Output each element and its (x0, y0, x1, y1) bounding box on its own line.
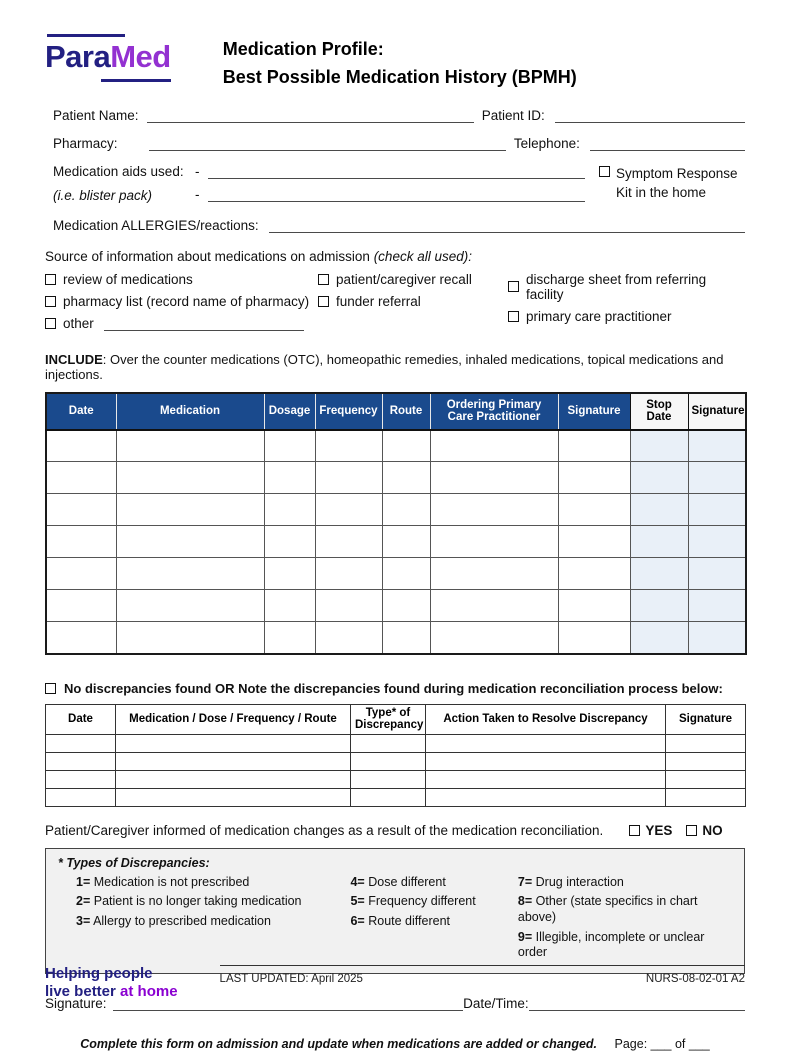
cell-disc-date[interactable] (46, 788, 116, 806)
patient-id-field[interactable] (555, 108, 745, 123)
cell-signature[interactable] (558, 430, 630, 462)
informed-no-option[interactable] (686, 823, 722, 838)
type-text: Drug interaction (535, 874, 624, 889)
symptom-kit-checkbox[interactable] (599, 166, 610, 177)
type-text: Other (state specifics in chart above) (517, 894, 698, 925)
cell-disc-date[interactable] (46, 734, 116, 752)
cell-stop-signature[interactable] (688, 622, 746, 654)
column-header-disc-action: Action Taken to Resolve Discrepancy (426, 704, 666, 734)
checkbox-review-of-medications[interactable] (45, 274, 56, 285)
cell-medication[interactable] (116, 558, 264, 590)
logo-text (45, 40, 171, 74)
medication-table (45, 392, 747, 655)
type-item-4 (350, 875, 517, 891)
cell-stop-date[interactable] (630, 462, 688, 494)
medication-aid-field-2[interactable] (208, 187, 586, 202)
type-num: 2= (76, 894, 91, 909)
source-option-review[interactable] (45, 272, 318, 287)
page-footer (45, 965, 745, 1003)
column-header-stop-date: Stop Date (630, 393, 688, 430)
type-text: Illegible, incomplete or unclear order (517, 929, 705, 960)
source-option-caregiver-recall[interactable] (318, 272, 508, 287)
pharmacy-label: Pharmacy: (53, 135, 118, 151)
discrepancy-row (46, 752, 746, 770)
pharmacy-row (45, 136, 745, 151)
cell-signature[interactable] (558, 558, 630, 590)
cell-dosage[interactable] (264, 462, 315, 494)
cell-dosage[interactable] (264, 558, 315, 590)
medication-aids-lines (195, 164, 585, 208)
yes-checkbox[interactable] (629, 825, 640, 836)
cell-disc-type[interactable] (351, 770, 426, 788)
symptom-kit-line2: Kit in the home (616, 185, 707, 201)
column-header-date: Date (46, 393, 116, 430)
sources-section (45, 249, 745, 338)
cell-frequency[interactable] (315, 590, 382, 622)
patient-name-field[interactable] (147, 108, 474, 123)
cell-medication[interactable] (116, 430, 264, 462)
cell-stop-signature[interactable] (688, 526, 746, 558)
logo-med: Med (110, 39, 171, 74)
medication-row (46, 558, 746, 590)
cell-route[interactable] (382, 526, 430, 558)
medication-aid-line-1 (195, 164, 585, 179)
tagline (45, 965, 178, 1003)
sources-heading-italic: (check all used): (373, 248, 472, 264)
type-text: Medication is not prescribed (93, 874, 250, 889)
cell-medication[interactable] (116, 462, 264, 494)
column-header-medication: Medication (116, 393, 264, 430)
cell-disc-action[interactable] (426, 788, 666, 806)
type-item-2 (76, 894, 350, 910)
cell-practitioner[interactable] (430, 622, 558, 654)
sources-column-3 (508, 272, 745, 338)
cell-disc-medication[interactable] (116, 752, 351, 770)
cell-disc-medication[interactable] (116, 788, 351, 806)
logo-rule-top (47, 34, 125, 37)
medication-row (46, 526, 746, 558)
tagline-line2-navy: live better (45, 983, 121, 1001)
medication-aid-line-2 (195, 187, 585, 202)
completion-note-text: Complete this form on admission and update when medications are added or changed. (80, 1036, 598, 1051)
discrepancy-types-heading: * Types of Discrepancies: (58, 855, 210, 870)
cell-date[interactable] (46, 622, 116, 654)
column-header-disc-date: Date (46, 704, 116, 734)
type-item-6 (350, 914, 517, 930)
cell-frequency[interactable] (315, 462, 382, 494)
cell-date[interactable] (46, 526, 116, 558)
checkbox-caregiver-recall[interactable] (318, 274, 329, 285)
paramed-logo (45, 32, 171, 84)
sources-heading-text: Source of information about medications on admission (45, 248, 374, 264)
source-label: funder referral (336, 293, 421, 309)
sources-column-1 (45, 272, 318, 338)
checkbox-other[interactable] (45, 318, 56, 329)
cell-disc-type[interactable] (351, 752, 426, 770)
no-discrepancies-row (45, 681, 745, 696)
cell-disc-medication[interactable] (116, 734, 351, 752)
cell-frequency[interactable] (315, 526, 382, 558)
cell-route[interactable] (382, 590, 430, 622)
type-item-9 (518, 930, 732, 961)
type-text: Frequency different (368, 894, 476, 909)
source-label: review of medications (63, 271, 193, 287)
type-num: 4= (350, 874, 365, 889)
cell-route[interactable] (382, 462, 430, 494)
cell-disc-type[interactable] (351, 734, 426, 752)
source-label: discharge sheet from referring facility (526, 271, 707, 302)
symptom-kit-block (599, 164, 738, 208)
cell-date[interactable] (46, 494, 116, 526)
source-option-pharmacy-list[interactable] (45, 294, 318, 309)
source-label: patient/caregiver recall (336, 271, 472, 287)
cell-medication[interactable] (116, 590, 264, 622)
medication-aids-block (45, 164, 745, 208)
title-line-1: Medication Profile: (222, 39, 384, 59)
footer-meta (220, 965, 745, 985)
medication-row (46, 462, 746, 494)
type-text: Allergy to prescribed medication (93, 914, 271, 929)
cell-stop-signature[interactable] (688, 462, 746, 494)
medication-aids-label: Medication aids used: (53, 163, 184, 179)
cell-disc-action[interactable] (426, 734, 666, 752)
cell-frequency[interactable] (315, 622, 382, 654)
cell-dosage[interactable] (264, 622, 315, 654)
cell-route[interactable] (382, 558, 430, 590)
type-num: 6= (350, 914, 365, 929)
cell-stop-signature[interactable] (688, 590, 746, 622)
page-title (223, 36, 577, 92)
cell-date[interactable] (46, 558, 116, 590)
tagline-line2-purple: at home (120, 983, 178, 1001)
type-item-5 (350, 894, 517, 910)
other-source-field[interactable] (104, 316, 304, 331)
symptom-kit-line1: Symptom Response (616, 165, 738, 181)
signature-label: Signature: (45, 995, 107, 1011)
cell-dosage[interactable] (264, 494, 315, 526)
cell-date[interactable] (46, 590, 116, 622)
sources-grid (45, 272, 745, 338)
source-label: other (63, 315, 94, 331)
column-header-ordering-practitioner: Ordering Primary Care Practitioner (430, 393, 558, 430)
patient-name-row (45, 108, 745, 123)
cell-stop-signature[interactable] (688, 558, 746, 590)
checkbox-primary-care[interactable] (508, 311, 519, 322)
column-header-route: Route (382, 393, 430, 430)
telephone-label: Telephone: (513, 135, 580, 151)
discrepancy-row (46, 734, 746, 752)
cell-signature[interactable] (558, 622, 630, 654)
medication-aid-field-1[interactable] (208, 164, 586, 179)
cell-stop-date[interactable] (630, 622, 688, 654)
column-header-disc-type: Type* of Discrepancy (351, 704, 426, 734)
cell-practitioner[interactable] (430, 462, 558, 494)
type-num: 8= (517, 894, 533, 909)
type-text: Route different (368, 914, 450, 929)
checkbox-pharmacy-list[interactable] (45, 296, 56, 307)
cell-signature[interactable] (558, 462, 630, 494)
type-num: 1= (76, 874, 91, 889)
cell-disc-medication[interactable] (116, 770, 351, 788)
completion-note (45, 1037, 745, 1051)
informed-label: Patient/Caregiver informed of medication changes as a result of the medication reconciliation. (45, 822, 604, 838)
medication-row (46, 622, 746, 654)
no-label: NO (702, 822, 723, 838)
discrepancy-table-body (46, 734, 746, 806)
cell-stop-date[interactable] (630, 526, 688, 558)
types-column-2 (350, 875, 517, 965)
medication-aids-labels (45, 164, 195, 208)
cell-stop-date[interactable] (630, 494, 688, 526)
cell-medication[interactable] (116, 526, 264, 558)
cell-frequency[interactable] (315, 430, 382, 462)
cell-practitioner[interactable] (430, 430, 558, 462)
patient-id-label: Patient ID: (481, 107, 545, 123)
cell-stop-date[interactable] (630, 430, 688, 462)
type-item-3 (76, 914, 350, 930)
cell-stop-date[interactable] (630, 590, 688, 622)
no-checkbox[interactable] (686, 825, 697, 836)
symptom-kit-label (616, 164, 738, 208)
source-option-other[interactable] (45, 316, 318, 331)
tagline-line-1: Helping people (45, 964, 153, 982)
type-num: 3= (76, 914, 91, 929)
cell-disc-action[interactable] (426, 752, 666, 770)
type-item-8 (518, 894, 732, 925)
source-option-funder-referral[interactable] (318, 294, 508, 309)
type-num: 7= (517, 874, 533, 889)
discrepancy-header-row (46, 704, 746, 734)
logo-rule-bottom (101, 79, 171, 82)
cell-disc-signature[interactable] (666, 734, 746, 752)
discrepancy-types-box (45, 848, 745, 974)
cell-date[interactable] (46, 430, 116, 462)
tagline-line-2 (45, 983, 178, 1002)
type-item-7 (518, 875, 732, 891)
sources-column-2 (318, 272, 508, 338)
yes-label: YES (645, 822, 673, 838)
source-label: pharmacy list (record name of pharmacy) (63, 293, 310, 309)
cell-disc-signature[interactable] (666, 770, 746, 788)
dash-bullet: - (195, 163, 200, 179)
cell-practitioner[interactable] (430, 526, 558, 558)
types-column-3 (518, 875, 732, 965)
column-header-disc-medication: Medication / Dose / Frequency / Route (116, 704, 351, 734)
cell-signature[interactable] (558, 526, 630, 558)
cell-stop-signature[interactable] (688, 430, 746, 462)
column-header-signature: Signature (558, 393, 630, 430)
cell-medication[interactable] (116, 622, 264, 654)
medication-table-header-row (46, 393, 746, 430)
cell-disc-date[interactable] (46, 770, 116, 788)
medication-aids-sublabel: (i.e. blister pack) (53, 187, 153, 203)
cell-dosage[interactable] (264, 590, 315, 622)
cell-disc-type[interactable] (351, 788, 426, 806)
cell-route[interactable] (382, 430, 430, 462)
logo-para: Para (45, 39, 111, 74)
cell-disc-signature[interactable] (666, 788, 746, 806)
medication-row (46, 590, 746, 622)
telephone-field[interactable] (590, 136, 745, 151)
cell-disc-signature[interactable] (666, 752, 746, 770)
cell-disc-action[interactable] (426, 770, 666, 788)
discrepancy-row (46, 788, 746, 806)
column-header-frequency: Frequency (315, 393, 382, 430)
allergies-field[interactable] (269, 218, 745, 233)
sources-heading (45, 249, 745, 264)
allergies-row (45, 218, 745, 233)
no-discrepancies-checkbox[interactable] (45, 683, 56, 694)
cell-practitioner[interactable] (430, 590, 558, 622)
cell-route[interactable] (382, 494, 430, 526)
cell-practitioner[interactable] (430, 494, 558, 526)
include-note (45, 352, 745, 382)
checkbox-funder-referral[interactable] (318, 296, 329, 307)
type-text: Patient is no longer taking medication (93, 894, 302, 909)
cell-stop-date[interactable] (630, 558, 688, 590)
column-header-dosage: Dosage (264, 393, 315, 430)
cell-dosage[interactable] (264, 430, 315, 462)
informed-row (45, 823, 745, 838)
document-code: NURS-08-02-01 A2 (645, 972, 745, 985)
no-discrepancies-label: No discrepancies found OR Note the discrepancies found during medication reconciliation process below: (64, 680, 723, 696)
column-header-disc-signature: Signature (666, 704, 746, 734)
pharmacy-field[interactable] (149, 136, 506, 151)
cell-frequency[interactable] (315, 558, 382, 590)
type-item-1 (76, 875, 350, 891)
source-option-primary-care[interactable] (508, 309, 745, 324)
informed-yes-option[interactable] (629, 823, 672, 838)
discrepancy-types-grid (58, 875, 732, 965)
cell-medication[interactable] (116, 494, 264, 526)
dash-bullet: - (195, 186, 200, 202)
cell-route[interactable] (382, 622, 430, 654)
cell-practitioner[interactable] (430, 558, 558, 590)
cell-signature[interactable] (558, 590, 630, 622)
source-option-discharge-sheet[interactable] (508, 272, 745, 302)
include-note-rest: : Over the counter medications (OTC), homeopathic remedies, inhaled medications, topical medications and injections. (45, 351, 724, 382)
cell-frequency[interactable] (315, 494, 382, 526)
page-count-label: Page: ___ of ___ (614, 1036, 710, 1051)
cell-date[interactable] (46, 462, 116, 494)
include-note-bold: INCLUDE (45, 351, 103, 367)
source-label: primary care practitioner (526, 308, 672, 324)
discrepancy-table (45, 704, 746, 807)
last-updated-label: LAST UPDATED: April 2025 (219, 972, 363, 985)
checkbox-discharge-sheet[interactable] (508, 281, 519, 292)
cell-signature[interactable] (558, 494, 630, 526)
cell-stop-signature[interactable] (688, 494, 746, 526)
patient-name-label: Patient Name: (53, 107, 139, 123)
medication-row (46, 430, 746, 462)
title-line-2: Best Possible Medication History (BPMH) (222, 66, 577, 87)
form-header (45, 30, 745, 92)
type-num: 5= (350, 894, 365, 909)
type-num: 9= (517, 929, 533, 944)
medication-row (46, 494, 746, 526)
cell-disc-date[interactable] (46, 752, 116, 770)
column-header-stop-signature: Signature (688, 393, 746, 430)
types-column-1 (76, 875, 350, 965)
medication-table-body (46, 430, 746, 654)
type-text: Dose different (368, 874, 446, 889)
allergies-label: Medication ALLERGIES/reactions: (53, 217, 259, 233)
cell-dosage[interactable] (264, 526, 315, 558)
discrepancy-row (46, 770, 746, 788)
datetime-label: Date/Time: (463, 995, 529, 1011)
